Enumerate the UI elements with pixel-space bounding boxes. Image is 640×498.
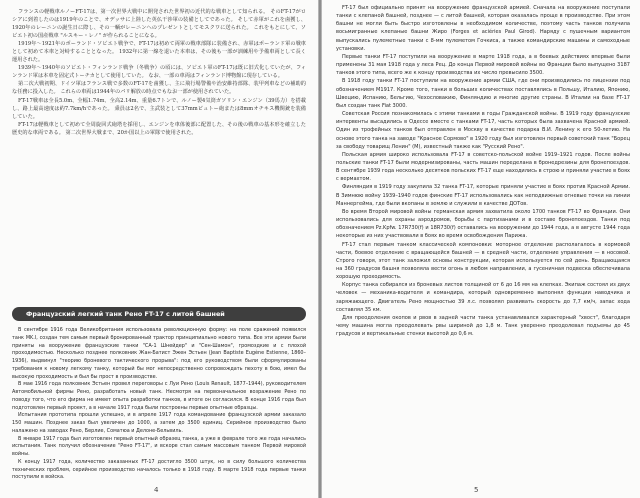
russian-text-column [336,4,630,480]
russian-paragraph: В 1918 году танки FT-17 поступили на вооружение армии США, где они производились по лицензии под обозначением M1917. Кроме того, танки в больших количествах поставлялись в Польшу, Италию, Японию, Швецию, Испанию, Бельгию, Чехословакию, Финляндию и многие другие страны. В Италии на базе FT-17 был создан танк Fiat 3000. [336,78,630,109]
page-number: 5 [474,486,479,494]
russian-paragraph: Финляндия в 1919 году закупила 32 танка FT-17, которые приняли участие в боях против Красной Армии. В Зимнюю войну 1939–1940 годов финские FT-17 использовались как неподвижные огневые точки на линии Маннергейма, где были вкопаны в землю и служили в качестве ДОТов. [336,184,630,207]
russian-paragraph: Советская Россия познакомилась с этими танками в годы Гражданской войны. В 1919 году французские интервенты высадились в Одессе вместе с танками FT-17, часть которых была захвачена Красной армией. Один из трофейных танков был отправлен в Москву в качестве подарка В.И. Ленину к его 50-летию. На основе этого танка на заводе "Красное Сормово" в 1920 году был изготовлен первый советский танк "Борец за свободу товарищ Ленин" (М), известный также как "Русский Рено". [336,111,630,150]
russian-paragraph: К концу 1917 года, количество заказанных FT-17 достигло 3500 штук, но в силу большого количества технических проблем, серийное производство началось только в 1918 году. В марте 1918 года первые танки поступили в войска. [12,458,306,481]
japanese-paragraph: 1939年〜1940年のソビエト・フィンランド戦争（冬戦争）の頃には、ソビエト軍のFT-17は既に旧式化していたが、フィンランド軍は本車を固定式トーチカとして使用していた。 なお、一部の車両はフィンランド博物館に現存している。 [12,65,306,80]
page-number: 4 [154,486,159,494]
russian-paragraph: FT-17 был официально принят на вооружение французской армией. Сначала на вооружение поступали танки с клепаной башней, позднее — с литой башней, которая оказалась проще в производстве. При этом башни не могли быть быстро изготовлены в необходимом количестве, поэтому часть танков получила восьмигранные клепаные башни Жиро (Forges et aciéries Paul Girod). Наряду с пушечным вариантом выпускались пулеметные танки с 8-мм пулеметом Гочкиса, а также командирские машины и самоходные установки. [336,5,630,52]
japanese-paragraph: 1919年〜1921年のポーランド・ソビエト戦争で、FT-17は初めて両軍の戦車部隊に装備され、赤軍はポーランド軍の戦車として初めて本車と対峙することとなった。 1932年に第一線を退いた本車は、その後も一部が訓練用や予備車両として長く運用された。 [12,41,306,64]
japanese-paragraph: FT-17戦車は全長5.0m、全幅1.74m、全高2.14m、重量6.7トンで、ルノー製4気筒ガソリン・エンジン（39馬力）を搭載し、路上最高速度は約7.7km/hであった。 乗員は2名で、主武装として37mmピュトー砲または8mmオチキス機関銃を装備していた。 [12,97,306,120]
russian-paragraph: Для преодоления окопов и рвов в задней части танка устанавливался характерный "хвост", благодаря чему машина могла преодолевать рвы шириной до 1,8 м. Танк уверенно преодолевал подъемы до 45 градусов и вертикальные стенки высотой до 0,6 м. [336,314,630,338]
russian-paragraph: В январе 1917 года был изготовлен первый опытный образец танка, а уже в феврале того же года начались испытания. Танк получил обозначение "Рено FT-17", и вскоре стал самым массовым танком Первой мировой войны. [12,435,306,457]
russian-paragraph: Корпус танка собирался из броневых листов толщиной от 6 до 16 мм на клепках. Экипаж состоял из двух человек — механика-водителя и командира, который одновременно выполнял функции наводчика и заряжающего. Двигатель Рено мощностью 39 л.с. позволял развивать скорость до 7,7 км/ч, запас хода составлял 35 км. [336,282,630,313]
right-page [322,0,640,498]
russian-paragraph: Первые танки FT-17 поступили на вооружение в марте 1918 года, а в боевых действиях впервые были применены 31 мая 1918 года у леса Рец. До конца Первой мировой войны во Франции было выпущено 3187 танков этого типа, всего же к концу производства их число превысило 3500. [336,53,630,77]
russian-paragraph: Польская армия широко использовала FT-17 в советско-польской войне 1919–1921 годов. После войны польские танки FT-17 были модернизированы, часть машин переделана в бронедрезины для бронепоездов. В сентябре 1939 года несколько десятков польских FT-17 еще находились в строю и приняли участие в боях с вермахтом. [336,151,630,183]
russian-paragraph: Испытания прототипа прошли успешно, и в апреле 1917 года командование французской армии заказало 150 машин. Позднее заказ был увеличен до 1000, а затем до 3500 единиц. Серийное производство было налажено на заводах Рено, Берлие, Соматюа и Делоне-Бельвиль. [12,412,306,434]
japanese-paragraph: 第二次大戦初期、ドイツ軍はフランス戦で多数のFT-17を鹵獲し、主に飛行場警備や治安維持部隊、装甲列車などの補助的な任務に投入した。 これらの車両は1944年のパリ解放の時点でもなお一部が使用されていた。 [12,81,306,96]
russian-paragraph: Во время Второй мировой войны германская армия захватила около 1700 танков FT-17 во Франции. Они использовались для охраны аэродромов, борьбы с партизанами и в составе бронепоездов. Танки под обозначением Pz.Kpfw. 17R730(f) и 18R730(f) оставались на вооружении до 1944 года, а в августе 1944 года некоторые из них участвовали в боях во время освобождения Парижа. [336,208,630,240]
japanese-paragraph: FT-17は軽戦車として初めて全周旋回式砲塔を採用し、エンジンを車体後部に配置した、その後の戦車の基本形を確立した歴史的な車両である。 第二次世界大戦まで、20か国以上の軍隊で使用された。 [12,121,306,136]
japanese-paragraph: フランスの軽戦車ルノーFT-17は、第一次世界大戦中に開発された世界初の近代的な戦車として知られる。 そのFT-17がロシアに到着したのは1919年のことで、オデッサに上陸した英仏干渉軍の装備としてであった。 そして赤軍がこれを鹵獲し、1920年のレーニンの誕生日に際し、その一輌がレーニンへのプレゼントとしてモスクワに送られた。 これをもとにして、ソビエト初の国産戦車 "ルスキー・レノ" が作られることになる。 [12,9,306,40]
russian-paragraph: FT-17 стал первым танком классической компоновки: моторное отделение располагалось в кормовой части, боевое отделение с вращающейся башней — в средней части, отделение управления — в носовой. Строго говоря, этот танк заложил основы конструкции, которая используется по сей день. Вращающаяся на 360 градусов башня позволяла вести огонь в любом направлении, а гусеничная подвеска обеспечивала хорошую проходимость. [336,241,630,281]
russian-paragraph: В сентябре 1916 года Великобритания использовала революционную форму: на поле сражений появился танк MK.I, создан тем самым первый бронированный трактор принципиально нового типа. Все эти армии были приняты на вооружение французские танки "СА-1 Шнейдер" и "Сен-Шамон", громоздкие и с плохой проходимостью. Несколько позднее полковник Жан-Батист Эжен Эстьен (Jean Baptiste Eugène Estienne, 1860–1936), выдвинул "теорию броневого тактического прорыва": под его руководством были сформулированы требования к новому легкому танку, который бы мог непосредственно сопровождать пехоту в бою, имел бы высокую проходимость и был бы прост в производстве. [12,327,306,380]
russian-text-column [12,327,306,481]
russian-paragraph: В мае 1916 года полковник Эстьен провел переговоры с Луи Рено (Louis Renault, 1877–1944), руководителем Автомобильной фирмы Рено, разработать новый танк. Несмотря на первоначальное возражение Рено по поводу того, что его фирма не имеет опыта разработки танков, в итоге он согласился. В конце 1916 года был подготовлен первый проект, а в начале 1917 года были построены первые опытные образцы. [12,381,306,411]
left-page [0,0,318,498]
japanese-text-column [12,8,306,282]
section-title-banner: Французский легкий танк Рено FT-17 с литой башней [12,307,306,321]
